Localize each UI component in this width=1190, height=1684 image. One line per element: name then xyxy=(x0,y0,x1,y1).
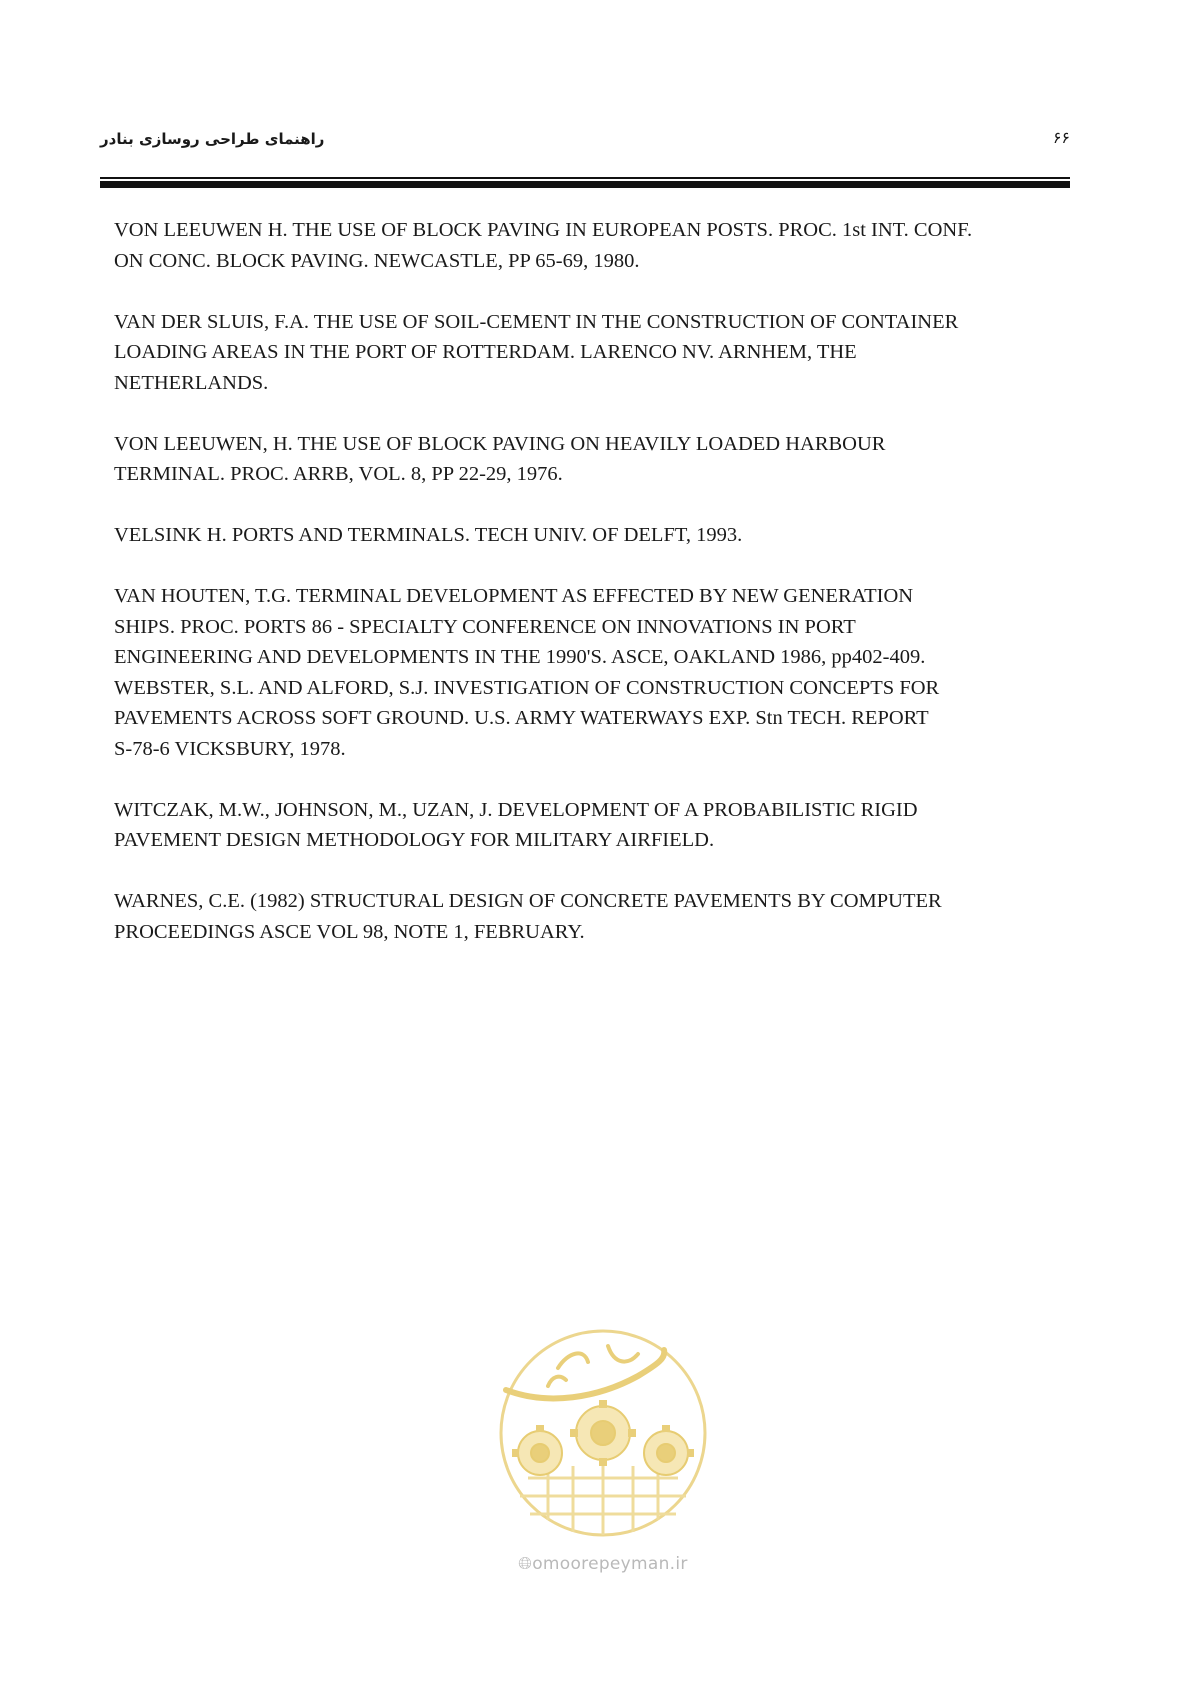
reference-entry: VAN DER SLUIS, F.A. THE USE OF SOIL-CEMENT IN THE CONSTRUCTION OF CONTAINER LOADING AREAS IN THE PORT OF ROTTERDAM. LARENCO NV. ARNHEM, THE NETHERLANDS. xyxy=(114,310,959,394)
header-rule-thin xyxy=(100,177,1070,179)
globe-icon: 🌐︎ xyxy=(518,1554,533,1574)
reference-entry: VAN HOUTEN, T.G. TERMINAL DEVELOPMENT AS EFFECTED BY NEW GENERATION SHIPS. PROC. PORTS 86 - SPECIALTY CONFERENCE ON INNOVATIONS IN PORT ENGINEERING AND DEVELOPMENTS IN THE 1990'S. ASCE, OAKLAND 1986, pp402-409. WEBSTER, S.L. AND ALFORD, S.J. INVESTIGATION OF CONSTRUCTION CONCEPTS FOR PAVEMENTS ACROSS SOFT GROUND. U.S. ARMY WATERWAYS EXP. Stn TECH. REPORT S-78-6 VICKSBURY, 1978. xyxy=(114,585,940,760)
page-number: ۶۶ xyxy=(1052,128,1070,147)
header-rule-thick xyxy=(100,181,1070,188)
watermark-caption xyxy=(488,1554,718,1574)
reference-entry: WITCZAK, M.W., JOHNSON, M., UZAN, J. DEVELOPMENT OF A PROBABILISTIC RIGID PAVEMENT DESIGN METHODOLOGY FOR MILITARY AIRFIELD. xyxy=(114,798,918,851)
watermark-logo xyxy=(488,1328,718,1578)
reference-entry: VON LEEUWEN, H. THE USE OF BLOCK PAVING ON HEAVILY LOADED HARBOUR TERMINAL. PROC. ARRB, VOL. 8, PP 22-29, 1976. xyxy=(114,432,886,485)
book-title: راهنمای طراحی روسازی بنادر xyxy=(100,130,325,148)
reference-entry: WARNES, C.E. (1982) STRUCTURAL DESIGN OF CONCRETE PAVEMENTS BY COMPUTER PROCEEDINGS ASCE VOL 98, NOTE 1, FEBRUARY. xyxy=(114,890,942,943)
watermark-url: omoorepeyman.ir xyxy=(532,1554,688,1574)
reference-entry: VON LEEUWEN H. THE USE OF BLOCK PAVING IN EUROPEAN POSTS. PROC. 1st INT. CONF. ON CONC. BLOCK PAVING. NEWCASTLE, PP 65-69, 1980. xyxy=(114,219,973,272)
seal-icon xyxy=(488,1328,718,1554)
reference-list xyxy=(114,215,1074,978)
reference-entry: VELSINK H. PORTS AND TERMINALS. TECH UNIV. OF DELFT, 1993. xyxy=(114,524,743,546)
page-header xyxy=(100,130,1070,160)
